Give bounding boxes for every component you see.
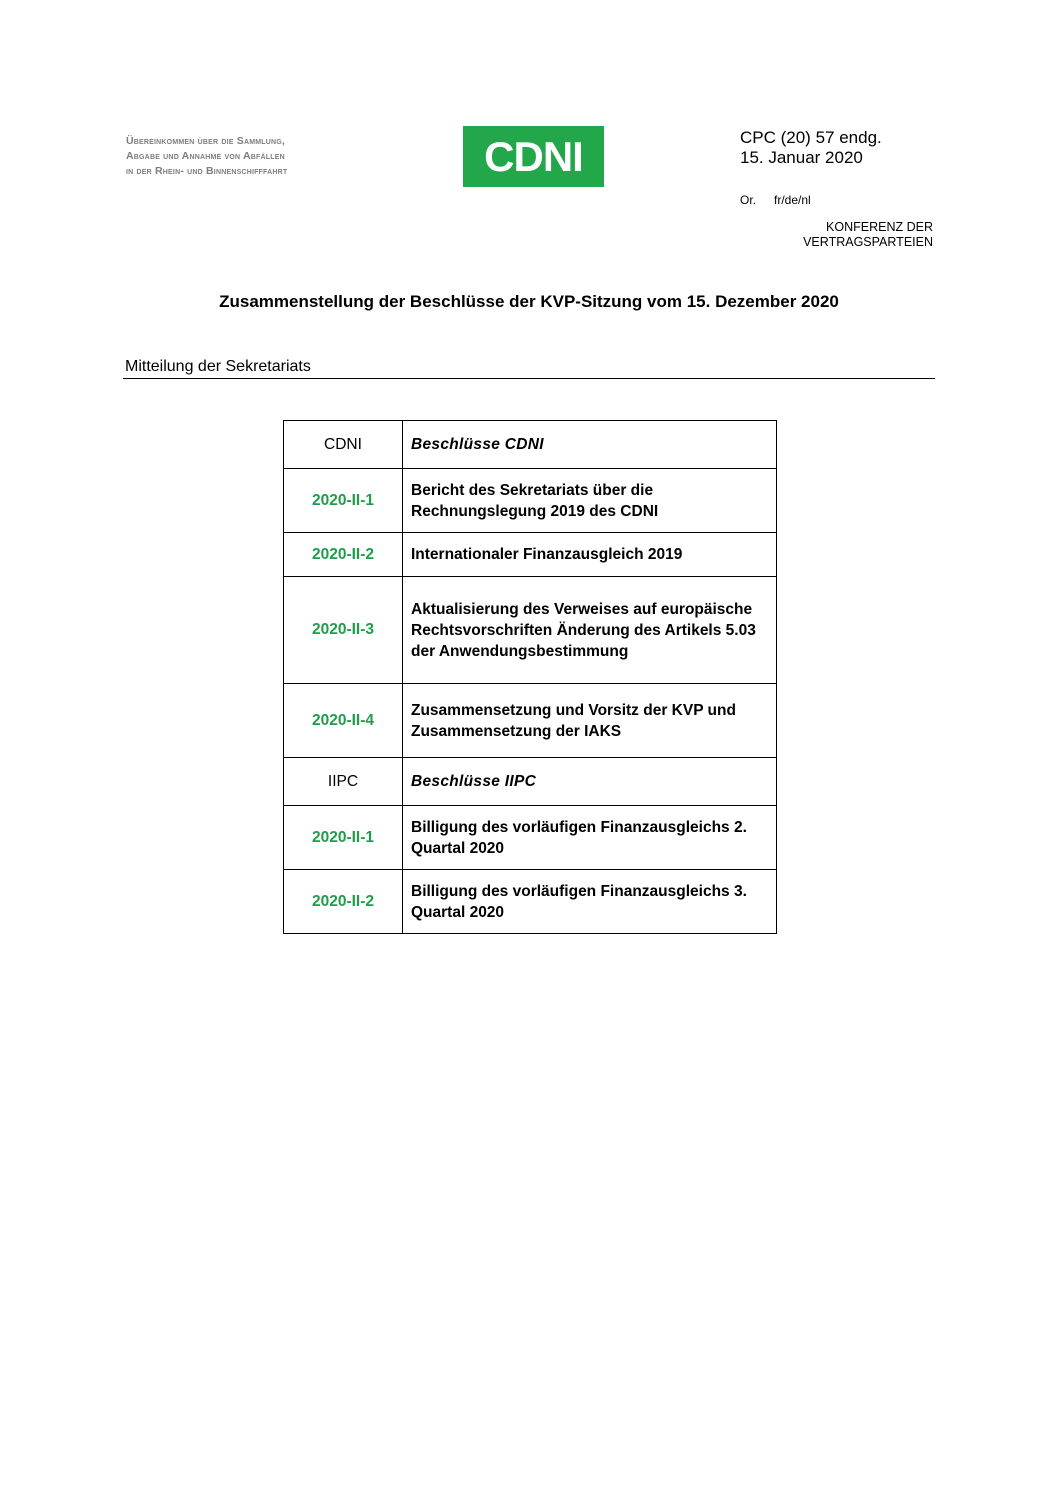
document-reference-block <box>740 128 882 168</box>
table-row <box>284 684 777 758</box>
decision-code: 2020-II-2 <box>284 870 403 934</box>
lang-label: Or. <box>740 193 757 207</box>
document-reference: CPC (20) 57 endg. <box>740 128 882 147</box>
table-row <box>284 806 777 870</box>
org-line: Abgabe und Annahme von Abfällen <box>126 150 285 162</box>
table-row-section <box>284 758 777 806</box>
org-line: Übereinkommen über die Sammlung, <box>126 135 286 147</box>
table-row <box>284 469 777 533</box>
decision-code: 2020-II-2 <box>284 533 403 577</box>
table-row <box>284 577 777 684</box>
document-title: Zusammenstellung der Beschlüsse der KVP-Sitzung vom 15. Dezember 2020 <box>219 292 839 311</box>
section-code: CDNI <box>284 421 403 469</box>
decision-code: 2020-II-4 <box>284 684 403 758</box>
section-heading: Beschlüsse IIPC <box>403 758 777 806</box>
organization-name <box>126 134 426 179</box>
decision-code: 2020-II-3 <box>284 577 403 684</box>
decision-description: Billigung des vorläufigen Finanzausgleichs 3. Quartal 2020 <box>403 870 777 934</box>
document-subtitle: Mitteilung der Sekretariats <box>125 358 311 375</box>
section-code: IIPC <box>284 758 403 806</box>
decision-code: 2020-II-1 <box>284 806 403 870</box>
lang-value: fr/de/nl <box>774 193 811 207</box>
conference-label <box>803 220 933 250</box>
logo-text: CDNI <box>484 132 583 180</box>
decision-description: Billigung des vorläufigen Finanzausgleichs 2. Quartal 2020 <box>403 806 777 870</box>
decisions-table <box>283 420 777 934</box>
original-languages <box>740 193 811 207</box>
decision-description: Aktualisierung des Verweises auf europäische Rechtsvorschriften Änderung des Artikels 5.03 der Anwendungsbestimmung <box>403 577 777 684</box>
cdni-logo <box>463 126 604 187</box>
table-row-section <box>284 421 777 469</box>
section-heading: Beschlüsse CDNI <box>403 421 777 469</box>
subtitle-divider <box>123 378 935 379</box>
decision-code: 2020-II-1 <box>284 469 403 533</box>
table-row <box>284 533 777 577</box>
decision-description: Zusammensetzung und Vorsitz der KVP und Zusammensetzung der IAKS <box>403 684 777 758</box>
org-line: in der Rhein- und Binnenschifffahrt <box>126 165 288 177</box>
decision-description: Internationaler Finanzausgleich 2019 <box>403 533 777 577</box>
conference-line: KONFERENZ DER <box>826 220 933 234</box>
table-row <box>284 870 777 934</box>
decision-description: Bericht des Sekretariats über die Rechnungslegung 2019 des CDNI <box>403 469 777 533</box>
document-date: 15. Januar 2020 <box>740 148 863 167</box>
conference-line: VERTRAGSPARTEIEN <box>803 235 933 249</box>
